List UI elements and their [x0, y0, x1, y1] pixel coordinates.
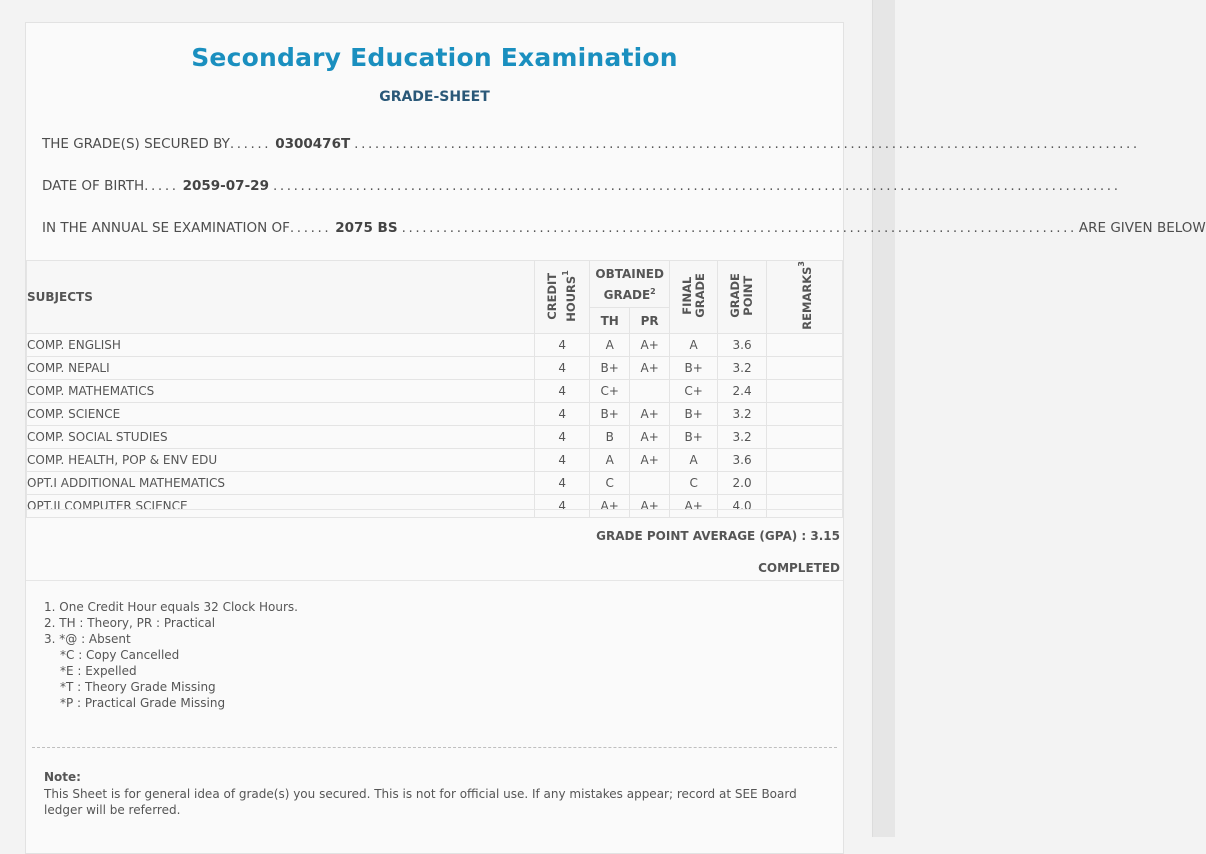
theory-grade-cell: C+ [590, 379, 630, 402]
grade-point-cell: 3.6 [718, 448, 767, 471]
credit-hours-cell: 4 [535, 356, 590, 379]
practical-grade-cell: A+ [630, 402, 670, 425]
practical-grade-cell: A+ [630, 494, 670, 517]
note-title: Note: [44, 770, 81, 784]
practical-grade-cell: A+ [630, 356, 670, 379]
final-grade-cell: B+ [670, 425, 718, 448]
table-row [27, 425, 843, 448]
table-row [27, 471, 843, 494]
footnote-sub-item: *C : Copy Cancelled [60, 648, 180, 662]
subject-cell: COMP. SOCIAL STUDIES [27, 425, 535, 448]
obtained-grade-header: OBTAINED GRADE$^2$ [590, 261, 670, 308]
th-header: TH [590, 308, 630, 333]
remarks-cell [767, 333, 843, 356]
footnote-item: 1. One Credit Hour equals 32 Clock Hours. [44, 600, 298, 614]
exam-year: 2075 BS [335, 220, 398, 236]
credit-hours-cell: 4 [535, 379, 590, 402]
symbol-number: 0300476T [275, 136, 351, 152]
table-row [27, 402, 843, 425]
practical-grade-cell: A+ [630, 333, 670, 356]
practical-grade-cell: A+ [630, 425, 670, 448]
exam-line [42, 220, 1206, 240]
dot-leader: ..... [144, 178, 179, 194]
table-row [27, 448, 843, 471]
divider [26, 509, 843, 510]
final-grade-cell: C+ [670, 379, 718, 402]
remarks-header: REMARKS$^3$ [767, 261, 843, 334]
grade-point-cell: 3.6 [718, 333, 767, 356]
subject-cell: COMP. ENGLISH [27, 333, 535, 356]
credit-hours-cell: 4 [535, 494, 590, 517]
remarks-cell [767, 448, 843, 471]
exam-label: IN THE ANNUAL SE EXAMINATION OF [42, 220, 290, 236]
dot-leader: ........................................................................................................................... [272, 178, 1121, 194]
subject-cell: COMP. NEPALI [27, 356, 535, 379]
credit-hours-cell: 4 [535, 402, 590, 425]
grades-table [26, 260, 843, 518]
remarks-cell [767, 402, 843, 425]
grade-sheet-card [25, 22, 1206, 854]
grade-point-cell: 3.2 [718, 425, 767, 448]
subject-cell: COMP. MATHEMATICS [27, 379, 535, 402]
remarks-cell [767, 471, 843, 494]
final-grade-cell: A+ [670, 494, 718, 517]
dot-leader: ...... [289, 220, 332, 236]
subject-cell: COMP. HEALTH, POP & ENV EDU [27, 448, 535, 471]
final-grade-cell: B+ [670, 402, 718, 425]
grade-point-cell: 2.0 [718, 471, 767, 494]
grade-point-cell: 2.4 [718, 379, 767, 402]
pr-header: PR [630, 308, 670, 333]
theory-grade-cell: B+ [590, 356, 630, 379]
theory-grade-cell: A [590, 448, 630, 471]
footnote-sub-item: *E : Expelled [60, 664, 137, 678]
table-row [27, 494, 843, 517]
exam-tail: ARE GIVEN BELOW [1078, 220, 1206, 236]
grade-sheet-subtitle: GRADE-SHEET [379, 89, 490, 105]
credit-hours-cell: 4 [535, 471, 590, 494]
final-grade-cell: B+ [670, 356, 718, 379]
dashed-divider [32, 747, 837, 748]
remarks-cell [767, 356, 843, 379]
table-row [27, 356, 843, 379]
footnote-sub-item: *P : Practical Grade Missing [60, 696, 226, 710]
theory-grade-cell: B+ [590, 402, 630, 425]
grade-point-cell: 3.2 [718, 356, 767, 379]
note-text: This Sheet is for general idea of grade(s) you secured. This is not for official use. If any mistakes appear; record at SEE Board ledger will be referred. [44, 787, 797, 817]
footnote-item: 3. *@ : Absent [44, 632, 131, 646]
result-status: COMPLETED [758, 561, 840, 575]
gpa-value: GRADE POINT AVERAGE (GPA) : 3.15 [596, 529, 840, 543]
final-grade-cell: A [670, 448, 718, 471]
page-scrollbar[interactable] [872, 0, 895, 837]
theory-grade-cell: B [590, 425, 630, 448]
credit-hours-cell: 4 [535, 333, 590, 356]
final-grade-header: FINAL GRADE [670, 261, 718, 334]
grade-point-cell: 3.2 [718, 402, 767, 425]
grade-point-header: GRADE POINT [718, 261, 767, 334]
footnote-item: 2. TH : Theory, PR : Practical [44, 616, 216, 630]
subject-cell: OPT.II COMPUTER SCIENCE [27, 494, 535, 517]
footnotes [44, 599, 298, 711]
theory-grade-cell: A+ [590, 494, 630, 517]
practical-grade-cell [630, 379, 670, 402]
credit-hours-header: CREDIT HOURS$^1$ [535, 261, 590, 334]
table-row [27, 333, 843, 356]
dot-leader: ...... [229, 136, 272, 152]
remarks-cell [767, 425, 843, 448]
footnote-sub-item: *T : Theory Grade Missing [60, 680, 216, 694]
final-grade-cell: A [670, 333, 718, 356]
credit-hours-cell: 4 [535, 425, 590, 448]
exam-title: Secondary Education Examination [191, 43, 678, 72]
dob-value: 2059-07-29 [182, 178, 269, 194]
divider [26, 580, 843, 581]
dot-leader: .................................................................................................. [401, 220, 1077, 236]
grade-point-cell: 4.0 [718, 494, 767, 517]
table-row [27, 379, 843, 402]
remarks-cell [767, 494, 843, 517]
theory-grade-cell: A [590, 333, 630, 356]
practical-grade-cell: A+ [630, 448, 670, 471]
subjects-header: SUBJECTS [27, 261, 535, 334]
remarks-cell [767, 379, 843, 402]
dob-line [42, 178, 1121, 198]
credit-hours-cell: 4 [535, 448, 590, 471]
final-grade-cell: C [670, 471, 718, 494]
subject-cell: OPT.I ADDITIONAL MATHEMATICS [27, 471, 535, 494]
secured-by-line [42, 136, 1140, 156]
secured-by-label: THE GRADE(S) SECURED BY [42, 136, 230, 152]
practical-grade-cell [630, 471, 670, 494]
theory-grade-cell: C [590, 471, 630, 494]
dob-label: DATE OF BIRTH [42, 178, 145, 194]
dot-leader: .................................................................................................................. [354, 136, 1140, 152]
subject-cell: COMP. SCIENCE [27, 402, 535, 425]
